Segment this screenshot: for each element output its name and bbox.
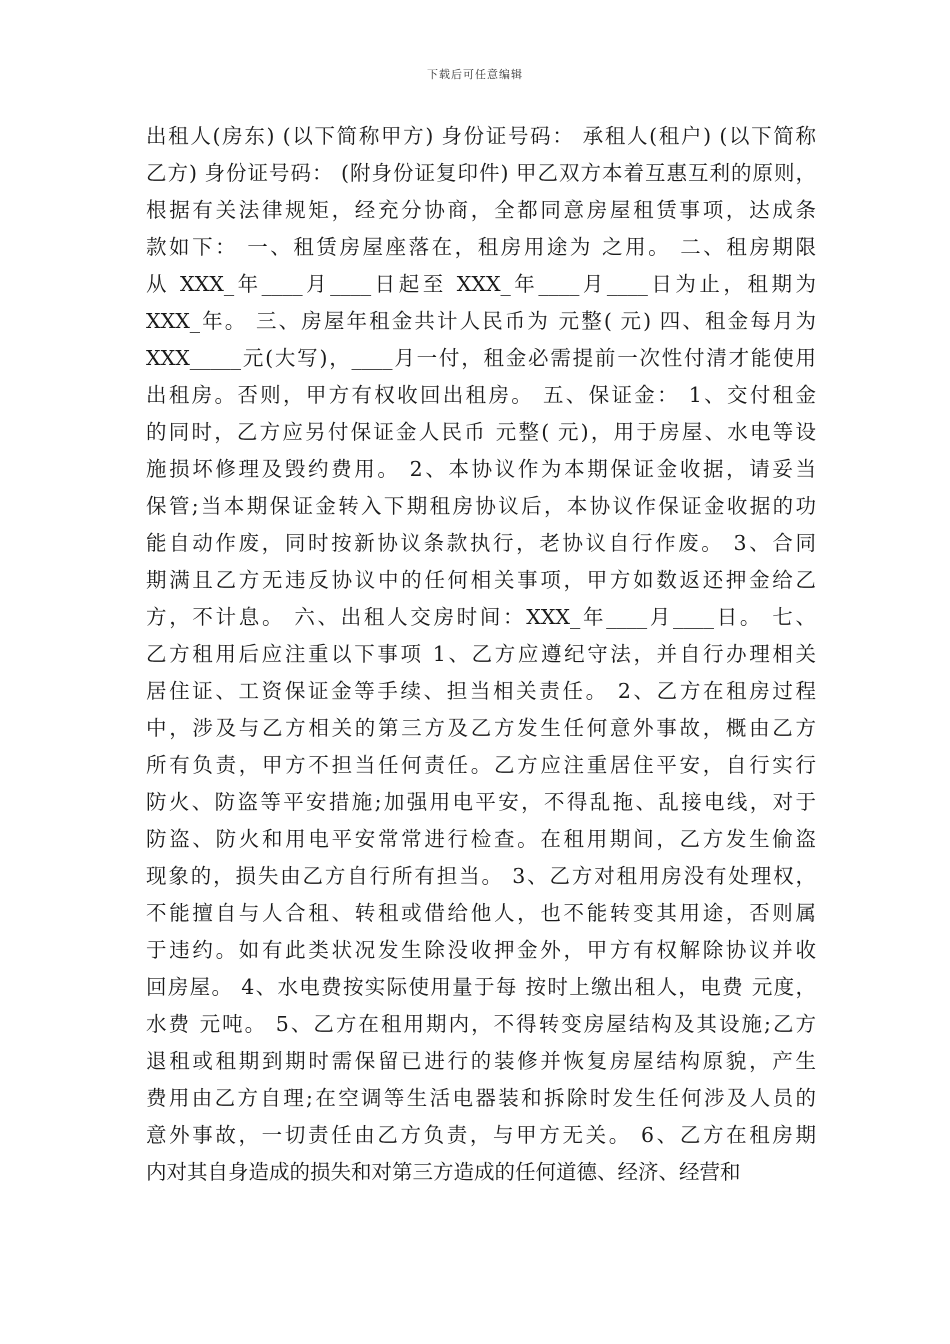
document-line: 从 XXX_年____月____日起至 XXX_年____月____日为止，租期为 [146, 272, 816, 296]
document-line: 款如下： 一、租赁房屋座落在，租房用途为 之用。 二、租房期限 [146, 235, 816, 259]
document-line: 回房屋。 4、水电费按实际使用量于每 按时上缴出租人，电费 元度， [146, 975, 816, 999]
document-line: 于违约。如有此类状况发生除没收押金外，甲方有权解除协议并收 [146, 938, 816, 962]
document-line: 内对其自身造成的损失和对第三方造成的任何道德、经济、经营和 [146, 1160, 741, 1184]
document-line: 出租房。否则，甲方有权收回出租房。 五、保证金： 1、交付租金 [146, 383, 816, 407]
document-line: 中，涉及与乙方相关的第三方及乙方发生任何意外事故，概由乙方 [146, 716, 816, 740]
document-line: 的同时，乙方应另付保证金人民币 元整( 元)，用于房屋、水电等设 [146, 420, 816, 444]
document-line: 所有负责，甲方不担当任何责任。乙方应注重居住平安，自行实行 [146, 753, 816, 777]
document-line: 防火、防盗等平安措施;加强用电平安，不得乱拖、乱接电线，对于 [146, 790, 816, 814]
document-body [146, 118, 816, 1191]
document-line: 退租或租期到期时需保留已进行的装修并恢复房屋结构原貌，产生 [146, 1049, 816, 1073]
document-line: 能自动作废，同时按新协议条款执行，老协议自行作废。 3、合同 [146, 531, 816, 555]
document-line: 现象的，损失由乙方自行所有担当。 3、乙方对租用房没有处理权， [146, 864, 816, 888]
document-line: 期满且乙方无违反协议中的任何相关事项，甲方如数返还押金给乙 [146, 568, 816, 592]
document-line: 乙方) 身份证号码： (附身份证复印件) 甲乙双方本着互惠互利的原则， [146, 161, 816, 185]
document-line: 施损坏修理及毁约费用。 2、本协议作为本期保证金收据，请妥当 [146, 457, 816, 481]
document-line: 保管;当本期保证金转入下期租房协议后，本协议作保证金收据的功 [146, 494, 816, 518]
document-line: 防盗、防火和用电平安常常进行检查。在租用期间，乙方发生偷盗 [146, 827, 816, 851]
document-line: 意外事故，一切责任由乙方负责，与甲方无关。 6、乙方在租房期 [146, 1123, 816, 1147]
document-line: 费用由乙方自理;在空调等生活电器装和拆除时发生任何涉及人员的 [146, 1086, 816, 1110]
document-line: 居住证、工资保证金等手续、担当相关责任。 2、乙方在租房过程 [146, 679, 816, 703]
document-line: 出租人(房东) (以下简称甲方) 身份证号码： 承租人(租户) (以下简称 [146, 124, 816, 148]
document-line: XXX_____元(大写)，____月一付，租金必需提前一次性付清才能使用 [146, 346, 816, 370]
document-line: 根据有关法律规矩，经充分协商，全都同意房屋租赁事项，达成条 [146, 198, 816, 222]
document-line: 水费 元吨。 5、乙方在租用期内，不得转变房屋结构及其设施;乙方 [146, 1012, 816, 1036]
header-note: 下载后可任意编辑 [427, 68, 523, 81]
document-line: 不能擅自与人合租、转租或借给他人，也不能转变其用途，否则属 [146, 901, 816, 925]
document-line: 乙方租用后应注重以下事项 1、乙方应遵纪守法，并自行办理相关 [146, 642, 816, 666]
document-line: 方，不计息。 六、出租人交房时间：XXX_年____月____日。 七、 [146, 605, 816, 629]
document-line: XXX_年。 三、房屋年租金共计人民币为 元整( 元) 四、租金每月为 [146, 309, 816, 333]
